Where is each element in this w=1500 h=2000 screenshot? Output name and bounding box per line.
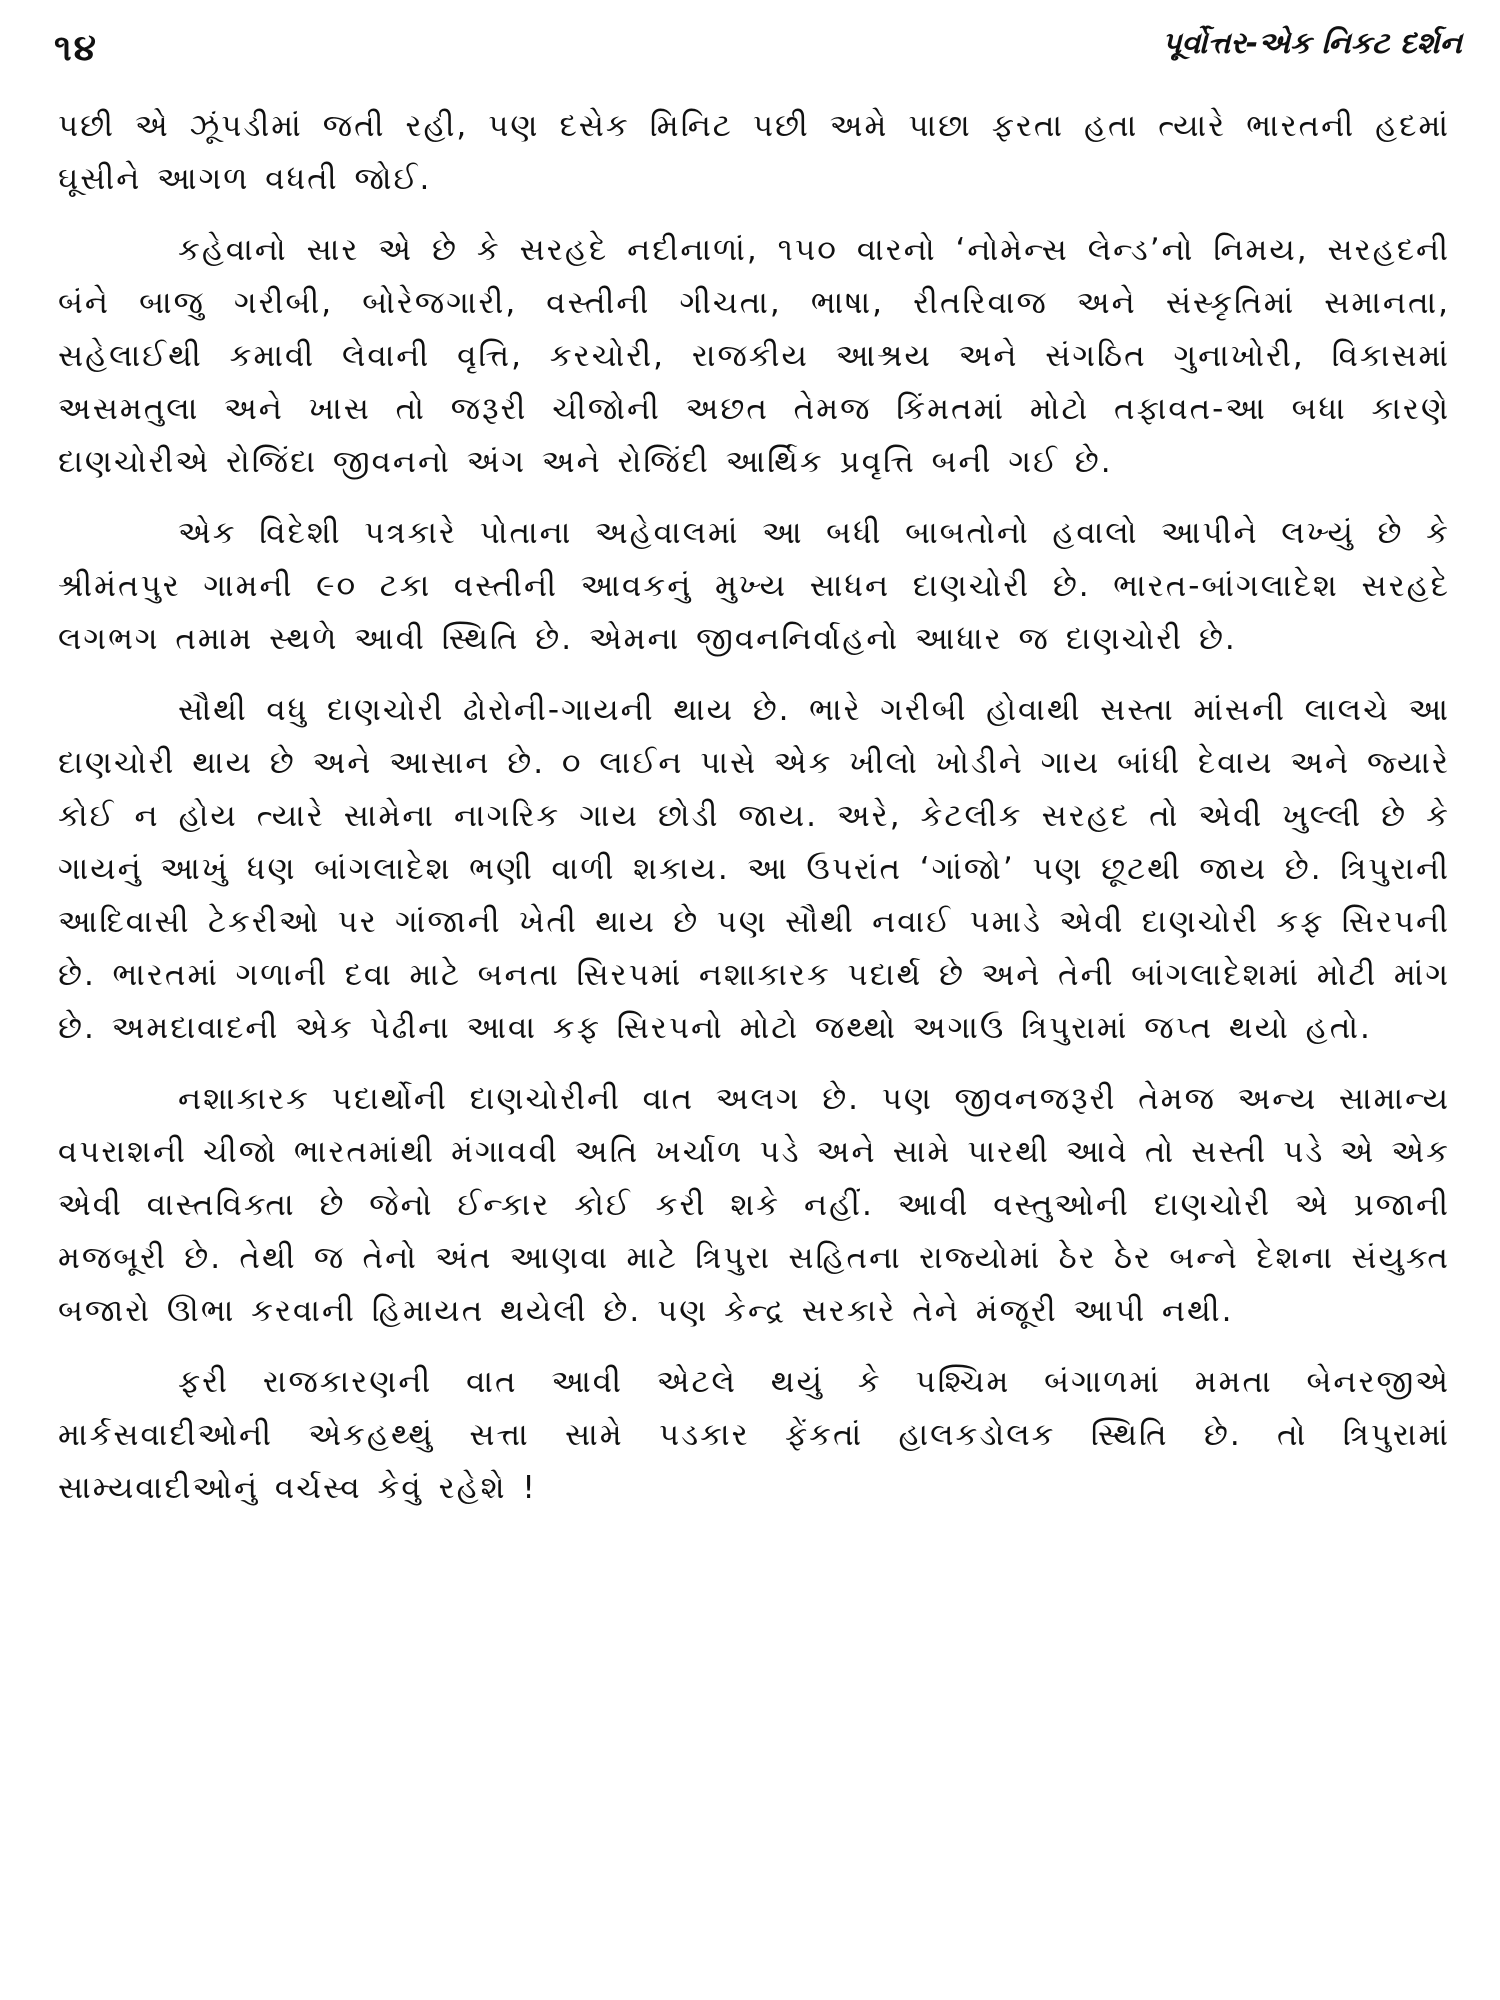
paragraph-5: નશાકારક પદાર્થોની દાણચોરીની વાત અલગ છે. પણ જીવનજરૂરી તેમજ અન્ય સામાન્ય વપરાશની ચીજો ભારતમાંથી મંગાવવી અતિ ખર્ચાળ પડે અને સામે પારથી આવે તો સસ્તી પડે એ એક એવી વાસ્તવિક્તા છે જેનો ઈન્કાર કોઈ કરી શકે નહીં. આવી વસ્તુઓની દાણચોરી એ પ્રજાની મજબૂરી છે. તેથી જ તેનો અંત આણવા માટે ત્રિપુરા સહિતના રાજ્યોમાં ઠેર ઠેર બન્ને દેશના સંયુક્ત બજારો ઊભા કરવાની હિમાયત થયેલી છે. પણ કેન્દ્ર સરકારે તેને મંજૂરી આપી નથી.: [58, 1081, 1450, 1329]
paragraph-1: પછી એ ઝૂંપડીમાં જતી રહી, પણ દસેક મિનિટ પછી અમે પાછા ફરતા હતા ત્યારે ભારતની હદમાં ઘૂસીને આગળ વધતી જોઈ.: [58, 108, 1450, 197]
running-head: પૂર્વોત્તર-એક નિકટ દર્શન: [1162, 26, 1462, 61]
paragraph-4: સૌથી વધુ દાણચોરી ઢોરોની-ગાયની થાય છે. ભારે ગરીબી હોવાથી સસ્તા માંસની લાલચે આ દાણચોરી થાય છે અને આસાન છે. ૦ લાઈન પાસે એક ખીલો ખોડીને ગાય બાંધી દેવાય અને જ્યારે કોઈ ન હોય ત્યારે સામેના નાગરિક ગાય છોડી જાય. અરે, કેટલીક સરહદ તો એવી ખુલ્લી છે કે ગાયનું આખું ધણ બાંગલાદેશ ભણી વાળી શકાય. આ ઉપરાંત ‘ગાંજો’ પણ છૂટથી જાય છે. ત્રિપુરાની આદિવાસી ટેકરીઓ પર ગાંજાની ખેતી થાય છે પણ સૌથી નવાઈ પમાડે એવી દાણચોરી કફ સિરપની છે. ભારતમાં ગળાની દવા માટે બનતા સિરપમાં નશાકારક પદાર્થ છે અને તેની બાંગલાદેશમાં મોટી માંગ છે. અમદાવાદની એક પેઢીના આવા કફ સિરપનો મોટો જથ્થો અગાઉ ત્રિપુરામાં જપ્ત થયો હતો.: [58, 692, 1450, 1046]
paragraph-6: ફરી રાજકારણની વાત આવી એટલે થયું કે પશ્ચિમ બંગાળમાં મમતા બેનરજીએ માર્કસવાદીઓની એકહથ્થું સત્તા સામે પડકાર ફેંકતાં હાલકડોલક સ્થિતિ છે. તો ત્રિપુરામાં સામ્યવાદીઓનું વર્ચસ્વ કેવું રહેશે !: [58, 1364, 1450, 1506]
paragraph-3: એક વિદેશી પત્રકારે પોતાના અહેવાલમાં આ બધી બાબતોનો હવાલો આપીને લખ્યું છે કે શ્રીમંતપુર ગામની ૯૦ ટકા વસ્તીની આવકનું મુખ્ય સાધન દાણચોરી છે. ભારત-બાંગલાદેશ સરહદે લગભગ તમામ સ્થળે આવી સ્થિતિ છે. એમના જીવનનિર્વાહનો આધાર જ દાણચોરી છે.: [58, 515, 1450, 657]
paragraph-2: કહેવાનો સાર એ છે કે સરહદે નદીનાળાં, ૧૫૦ વારનો ‘નોમેન્સ લેન્ડ’નો નિમય, સરહદની બંને બાજુ ગરીબી, બોરેજગારી, વસ્તીની ગીચતા, ભાષા, રીતરિવાજ અને સંસ્કૃતિમાં સમાનતા, સહેલાઈથી કમાવી લેવાની વૃત્તિ, કરચોરી, રાજકીય આશ્રય અને સંગઠિત ગુનાખોરી, વિકાસમાં અસમતુલા અને ખાસ તો જરૂરી ચીજોની અછત તેમજ કિંમતમાં મોટો તફાવત-આ બધા કારણે દાણચોરીએ રોજિંદા જીવનનો અંગ અને રોજિંદી આર્થિક પ્રવૃત્તિ બની ગઈ છે.: [58, 232, 1450, 480]
body-text: [58, 100, 1450, 1533]
page-number: ૧૪: [54, 28, 98, 69]
